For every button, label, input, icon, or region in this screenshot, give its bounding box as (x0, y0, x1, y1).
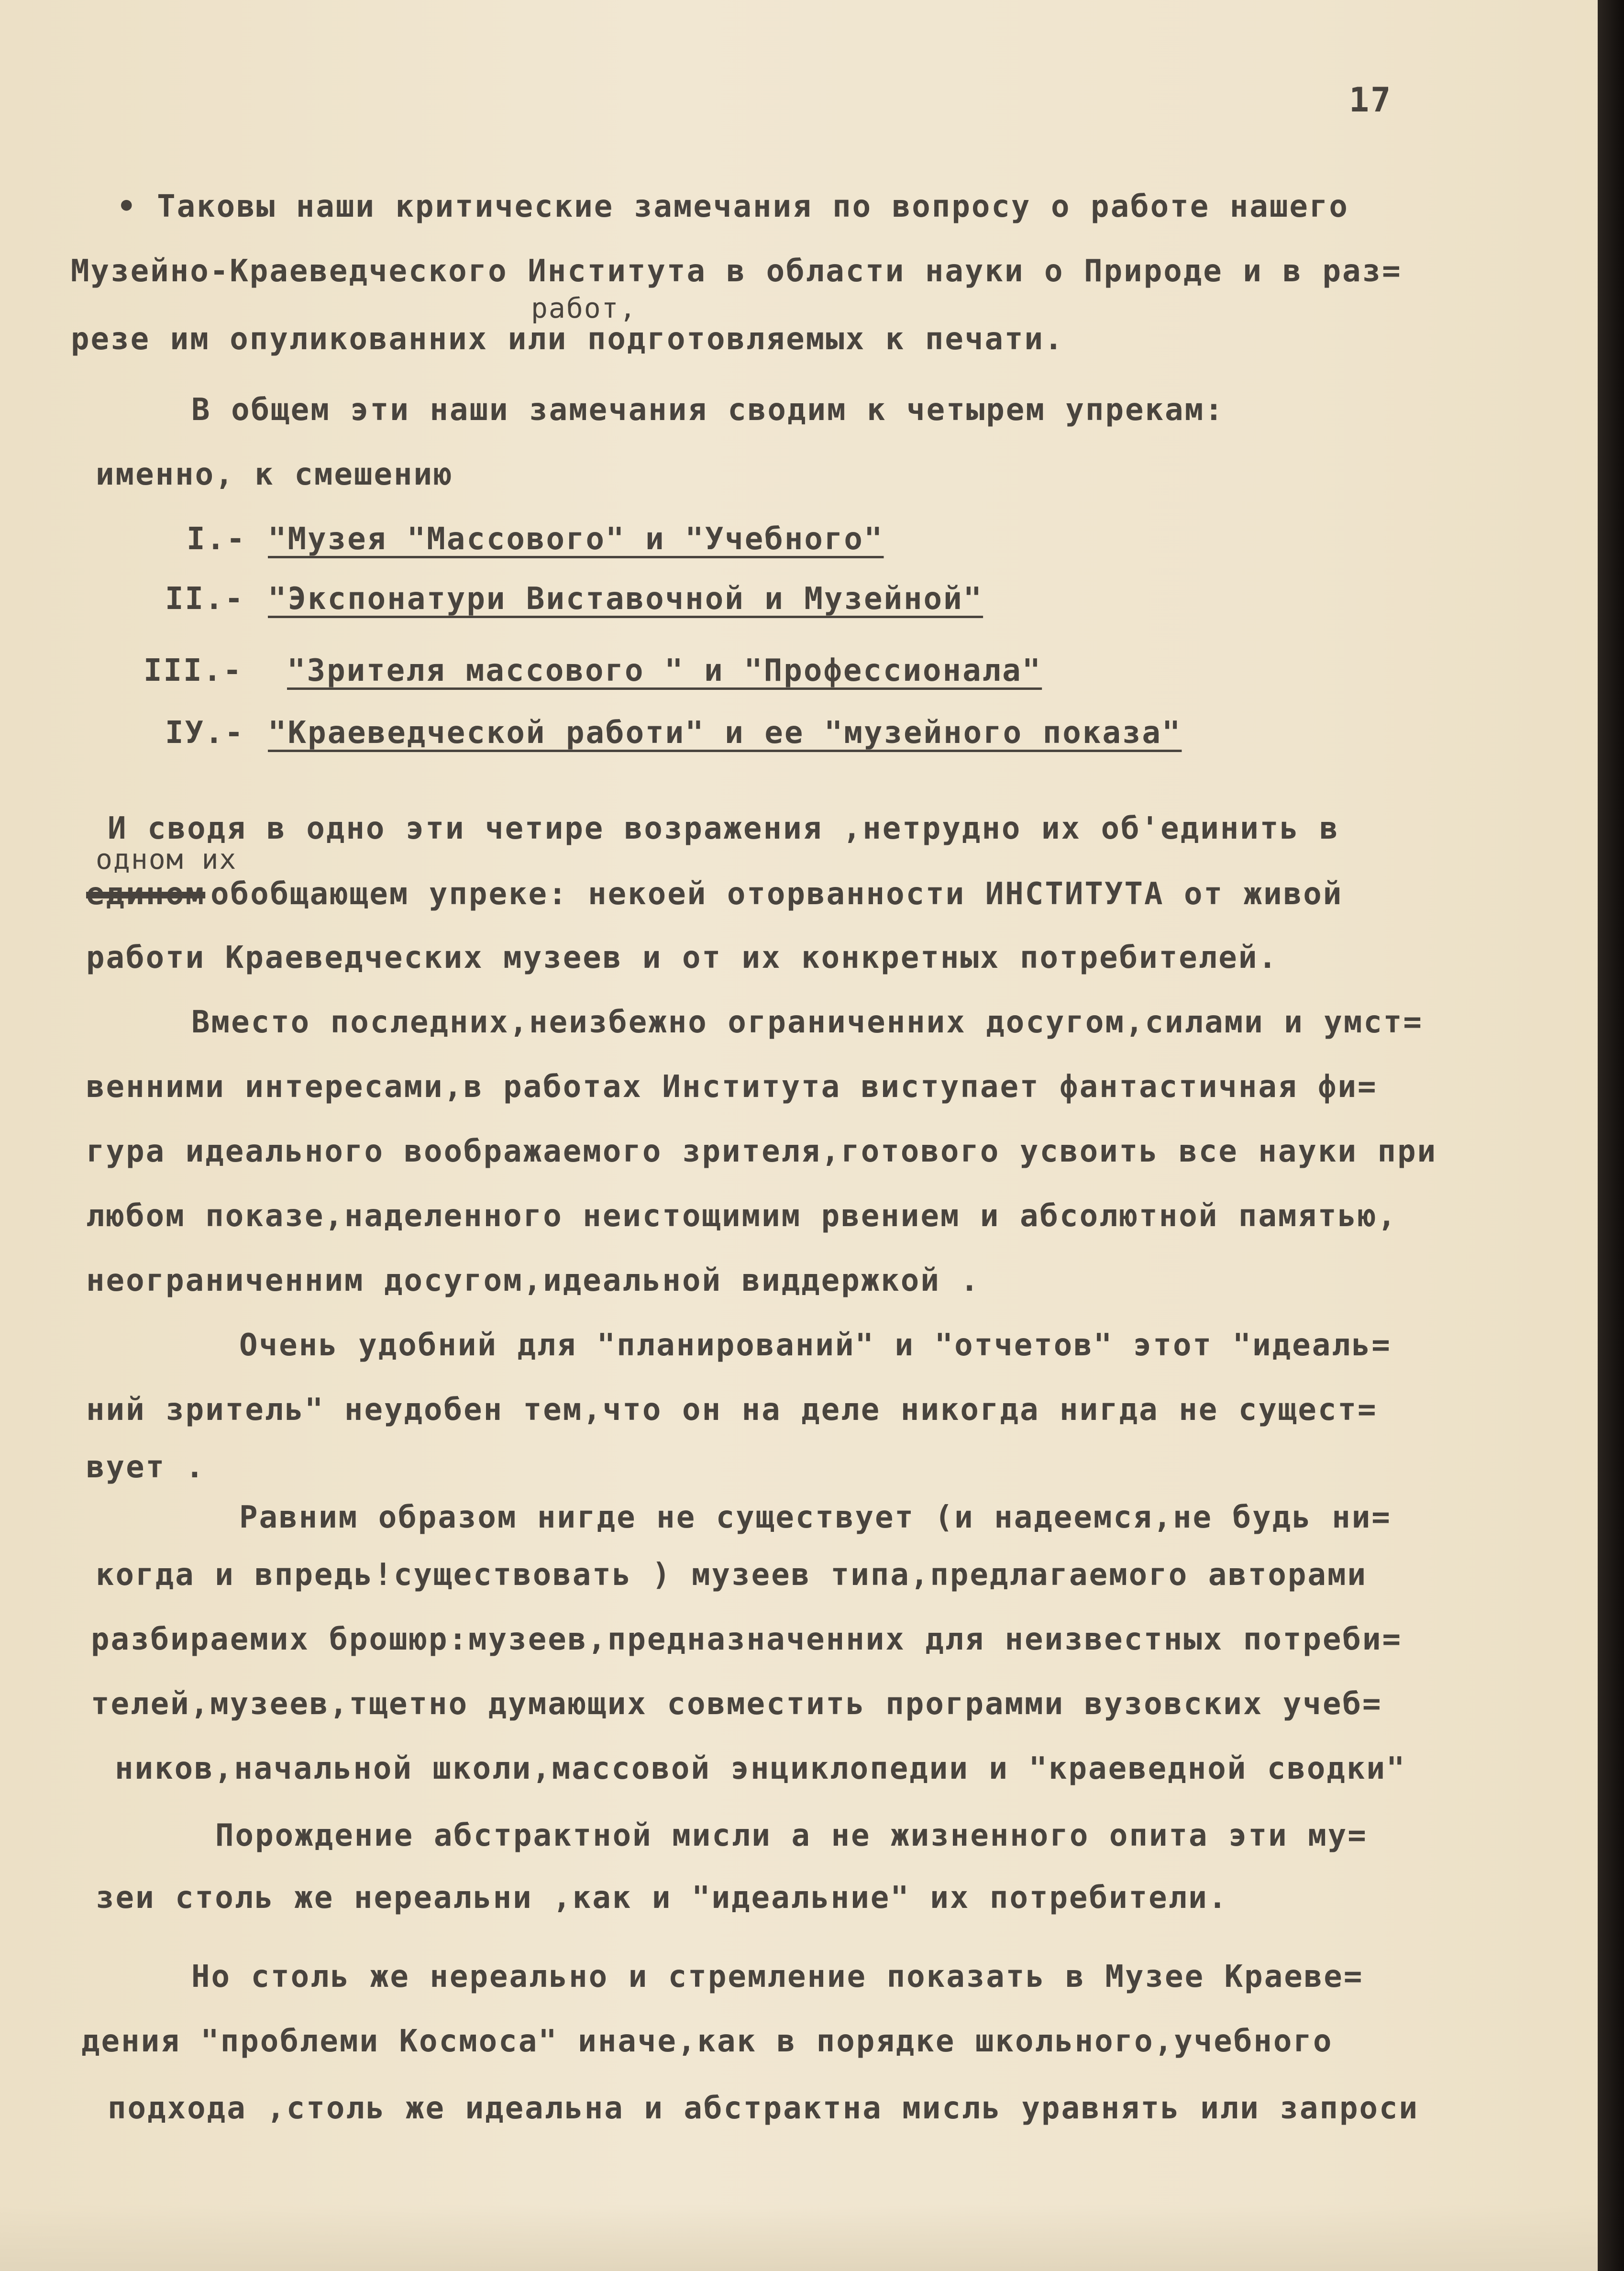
text-line: именно, к смешению (96, 457, 453, 492)
text-line: Равним образом нигде не существует (и надеемся,не будь ни= (239, 1500, 1392, 1535)
text-line: ний зритель" неудобен тем,что он на деле никогда нигда не сущест= (86, 1392, 1378, 1428)
list-item-text: "Краеведческой работи" и ее "музейного показа" (268, 715, 1182, 751)
list-item-text: "Музея "Массового" и "Учебного" (268, 521, 884, 557)
list-item-number: II.- (165, 581, 245, 617)
handwritten-insert: одном их (96, 843, 237, 875)
text-line: Вместо последних,неизбежно ограниченних досугом,силами и умст= (191, 1005, 1423, 1040)
text-line: телей,музеев,тщетно думающих совместить программи вузовских учеб= (91, 1686, 1382, 1722)
list-item-number: IУ.- (165, 715, 245, 751)
text-line: Очень удобний для "планирований" и "отчетов" этот "идеаль= (239, 1328, 1392, 1363)
text-line: вует . (86, 1450, 206, 1485)
text-line: подхода ,столь же идеальна и абстрактна мисль уравнять или запроси (108, 2091, 1419, 2126)
text-line: неограниченним досугом,идеальной виддержкой . (86, 1263, 980, 1298)
handwritten-insert: работ, (531, 292, 637, 324)
paper-stain (0, 2204, 1598, 2271)
text-line: Музейно-Краеведческого Института в области науки о Природе и в раз= (71, 254, 1402, 289)
text-line: дения "проблеми Космоса" иначе,как в порядке школьного,учебного (81, 2024, 1333, 2059)
text-line: И сводя в одно эти четире возражения ,нетрудно их об'единить в (108, 811, 1339, 846)
text-line: В общем эти наши замечания сводим к четырем упрекам: (191, 392, 1225, 428)
scan-edge (1598, 0, 1624, 2271)
text-line: ников,начальной школи,массовой энциклопедии и "краеведной сводки" (115, 1751, 1406, 1786)
text-line: Но столь же нереально и стремление показать в Музее Краеве= (191, 1959, 1364, 1994)
text-line: работи Краеведческих музеев и от их конкретных потребителей. (86, 940, 1278, 975)
text-line: зеи столь же нереальни ,как и "идеальние" их потребители. (96, 1880, 1228, 1916)
list-item-text: "Экспонатури Виставочной и Музейной" (268, 581, 983, 617)
struck-word: едином (86, 876, 206, 912)
text-line: венними интересами,в работах Института виступает фантастичная фи= (86, 1069, 1378, 1105)
list-item-number: III.- (144, 653, 243, 688)
text-line: • Таковы наши критические замечания по вопросу о работе нашего (117, 189, 1349, 224)
text-line: когда и впредь!существовать ) музеев типа,предлагаемого авторами (96, 1557, 1367, 1593)
list-item-text: "Зрителя массового " и "Профессионала" (287, 653, 1042, 688)
text-line: разбираемих брошюр:музеев,предназначенних для неизвестных потреби= (91, 1622, 1403, 1657)
page-number: 17 (1349, 80, 1392, 120)
text-line: гура идеального воображаемого зрителя,готового усвоить все науки при (86, 1134, 1437, 1169)
text-line: обобщающем упреке: некоей оторванности ИНСТИТУТА от живой (210, 876, 1343, 912)
text-line: любом показе,наделенного неистощимим рвением и абсолютной памятью, (86, 1198, 1398, 1234)
text-line: Порождение абстрактной мисли а не жизненного опита эти му= (215, 1818, 1368, 1853)
text-line: резе им опуликованних или подготовляемых к печати. (71, 321, 1064, 357)
list-item-number: I.- (187, 521, 246, 557)
